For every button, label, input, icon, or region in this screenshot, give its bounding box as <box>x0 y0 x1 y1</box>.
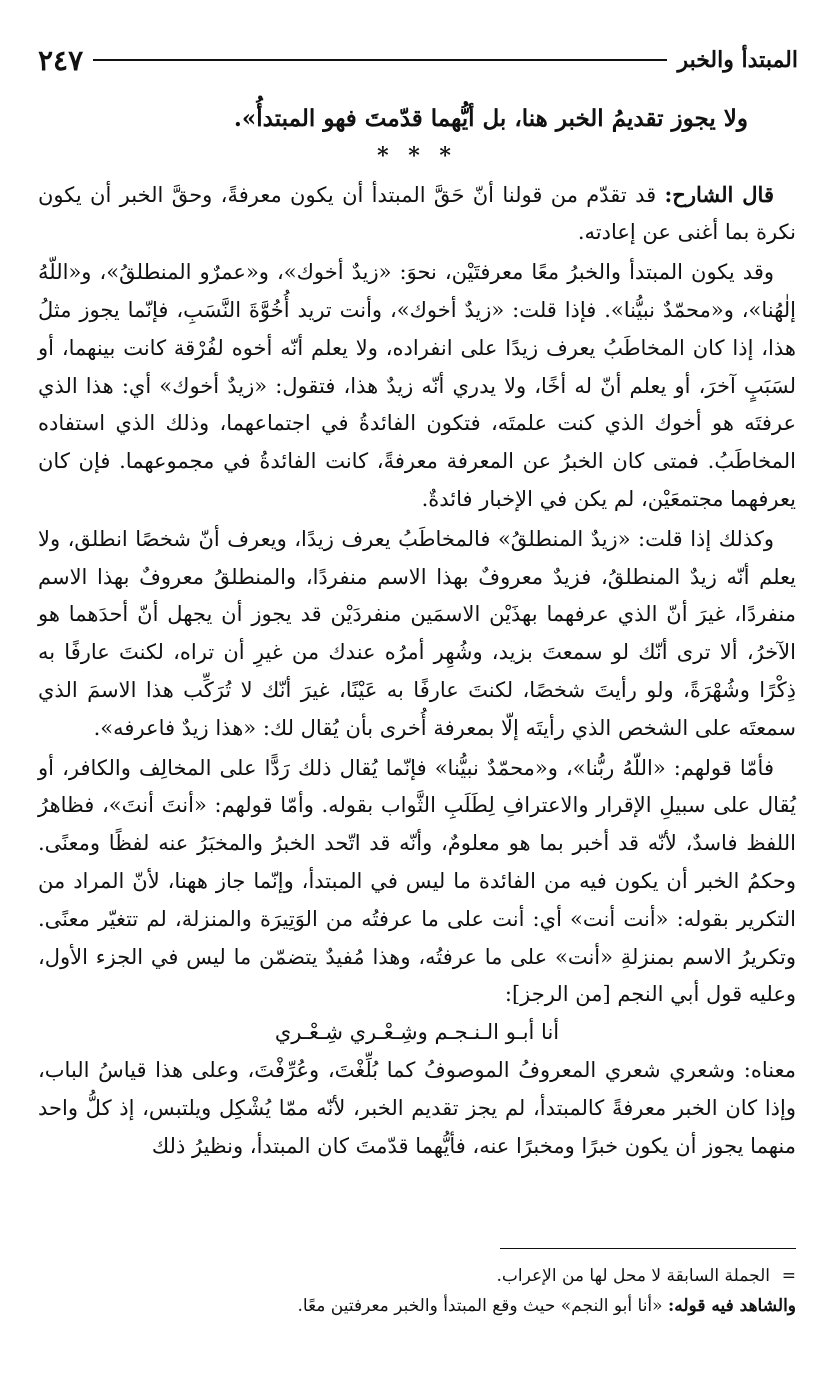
footnotes <box>38 1261 796 1321</box>
footnote-text: «أنا أبو النجم» حيث وقع المبتدأ والخبر معرفتين معًا. <box>297 1296 668 1316</box>
commentator-label: قال الشارح: <box>664 181 774 207</box>
paragraph-two-definites: وقد يكون المبتدأ والخبرُ معًا معرفتَيْن، نحوَ: «زيدٌ أخوك»، و«عمرٌو المنطلقُ»، و«اللّهُ إلٰهُنا»، و«محمّدٌ نبيُّنا». فإذا قلت: «زيدٌ أخوك»، وأنت تريد أُخُوَّةَ النَّسَبِ، فإنّما يجوز مثلُ هذا، إذا كان المخاطَبُ يعرف زيدًا على انفراده، ولا يعلم أنّه أخوه لفُرْقة كانت بينهما، أو لسَبَبٍ آخرَ، أو يعلم أنّ له أخًا، ولا يدري أنّه زيدٌ هذا، فتقول: «زيدٌ أخوك» أي: هذا الذي عرفتَه هو أخوك الذي كنت علمتَه، فتكون الفائدةُ في اجتماعهما، وذلك الذي استفاده المخاطَبُ. فمتى كان الخبرُ عن المعرفة معرفةً، كانت الفائدةُ في مجموعهما. فإن كان يعرفهما مجتمعَيْن، لم يكن في الإخبار فائدةٌ. <box>38 260 796 511</box>
footnote-line <box>38 1261 796 1291</box>
footnote-rule <box>500 1248 796 1249</box>
paragraph-meaning <box>38 1052 796 1165</box>
poetry-verse: أنا أبـو الـنـجـم وشِـعْـري شِـعْـري <box>274 1020 560 1045</box>
paragraph-meaning-text: وشعري شعري المعروفُ الموصوفُ كما بُلِّغْتَ، وعُرِّفْتَ، وعلى هذا قياسُ الباب، وإذا كان الخبر معرفةً كالمبتدأ، لم يجز تقديم الخبر، لأنّه ممّا يُشْكِل ويلتبس، إذ كلُّ واحد منهما يجوز أن يكون خبرًا ومخبرًا عنه، فأيُّهما قدّمتَ كان المبتدأ، ونظيرُ ذلك <box>38 1057 796 1158</box>
main-text <box>38 100 796 1165</box>
paragraph-allah-rabbuna: فأمّا قولهم: «اللّهُ ربُّنا»، و«محمّدٌ نبيُّنا» فإنّما يُقال ذلك رَدًّا على المخالِف والكافر، أو يُقال على سبيلِ الإقرار والاعترافِ لِطَلَبِ الثَّواب بقوله. وأمّا قولهم: «أنتَ أنتَ»، فظاهرُ اللفظ فاسدٌ، لأنّه قد أخبر بما هو معلومٌ، وأنّه قد اتّحد الخبرُ والمخبَرُ عنه لفظًا ومعنًى. وحكمُ الخبر أن يكون فيه من الفائدة ما ليس في المبتدأ، وإنّما جاز ههنا، لأنّ المراد من التكرير بقوله: «أنت أنت» أي: أنت على ما عرفتُه من الوَتِيرَة والمنزلة، لم تتغيّر معنًى. وتكريرُ الاسم بمنزلةِ «أنت» على ما عرفتُه، وهذا مُفيدٌ يتضمّن ما ليس في الجزء الأول، وعليه قول أبي النجم [من الرجز]: <box>38 755 796 1007</box>
footnote-text: الجملة السابقة لا محل لها من الإعراب. <box>496 1266 770 1286</box>
footnote-label: والشاهد فيه قوله: <box>667 1296 796 1316</box>
meaning-label: معناه: <box>743 1057 796 1082</box>
footnote-line <box>38 1291 796 1321</box>
section-separator: * * * <box>377 142 457 169</box>
paragraph-zayd-munataliq: وكذلك إذا قلت: «زيدٌ المنطلقُ» فالمخاطَبُ يعرف زيدًا، ويعرف أنّ شخصًا انطلق، ولا يعلم أنّه زيدٌ المنطلقُ، فزيدٌ معروفٌ بهذا الاسم منفردًا، والمنطلقُ معروفٌ بهذا الاسم منفردًا، غيرَ أنّ الذي عرفهما بهذَيْن الاسمَين منفردَيْن قد يجوز أن يجهل أنّ أحدَهما هو الآخرُ، ألا ترى أنّك لو سمعتَ بزيد، وشُهِر أمرُه عندك من غيرِ أن تراه، لكنتَ عارفًا به ذِكْرًا وشُهْرَةً، ولو رأيتَ شخصًا، لكنتَ عارفًا به عَيْنًا، غيرَ أنّك لا تُرَكِّب هذا الاسمَ الذي سمعتَه على الشخص الذي رأيتَه إلّا بمعرفة أُخرى بأن يُقال لك: «هذا زيدٌ فاعرفه». <box>38 526 796 740</box>
footnote-continuation-marker: = <box>781 1266 796 1286</box>
page-header <box>38 40 798 80</box>
quoted-text-end: ولا يجوز تقديمُ الخبر هنا، بل أيُّهما قدّمتَ فهو المبتدأُ». <box>233 105 748 132</box>
paragraph-commentary-intro <box>38 176 796 253</box>
page-number: ٢٤٧ <box>38 43 84 77</box>
running-title: المبتدأ والخبر <box>677 47 798 73</box>
paragraph-commentary-intro-text: قد تقدّم من قولنا أنّ حَقَّ المبتدأ أن يكون معرفةً، وحقَّ الخبر أن يكون نكرة بما أغنى عن إعادته. <box>38 182 796 245</box>
header-rule <box>93 59 667 61</box>
